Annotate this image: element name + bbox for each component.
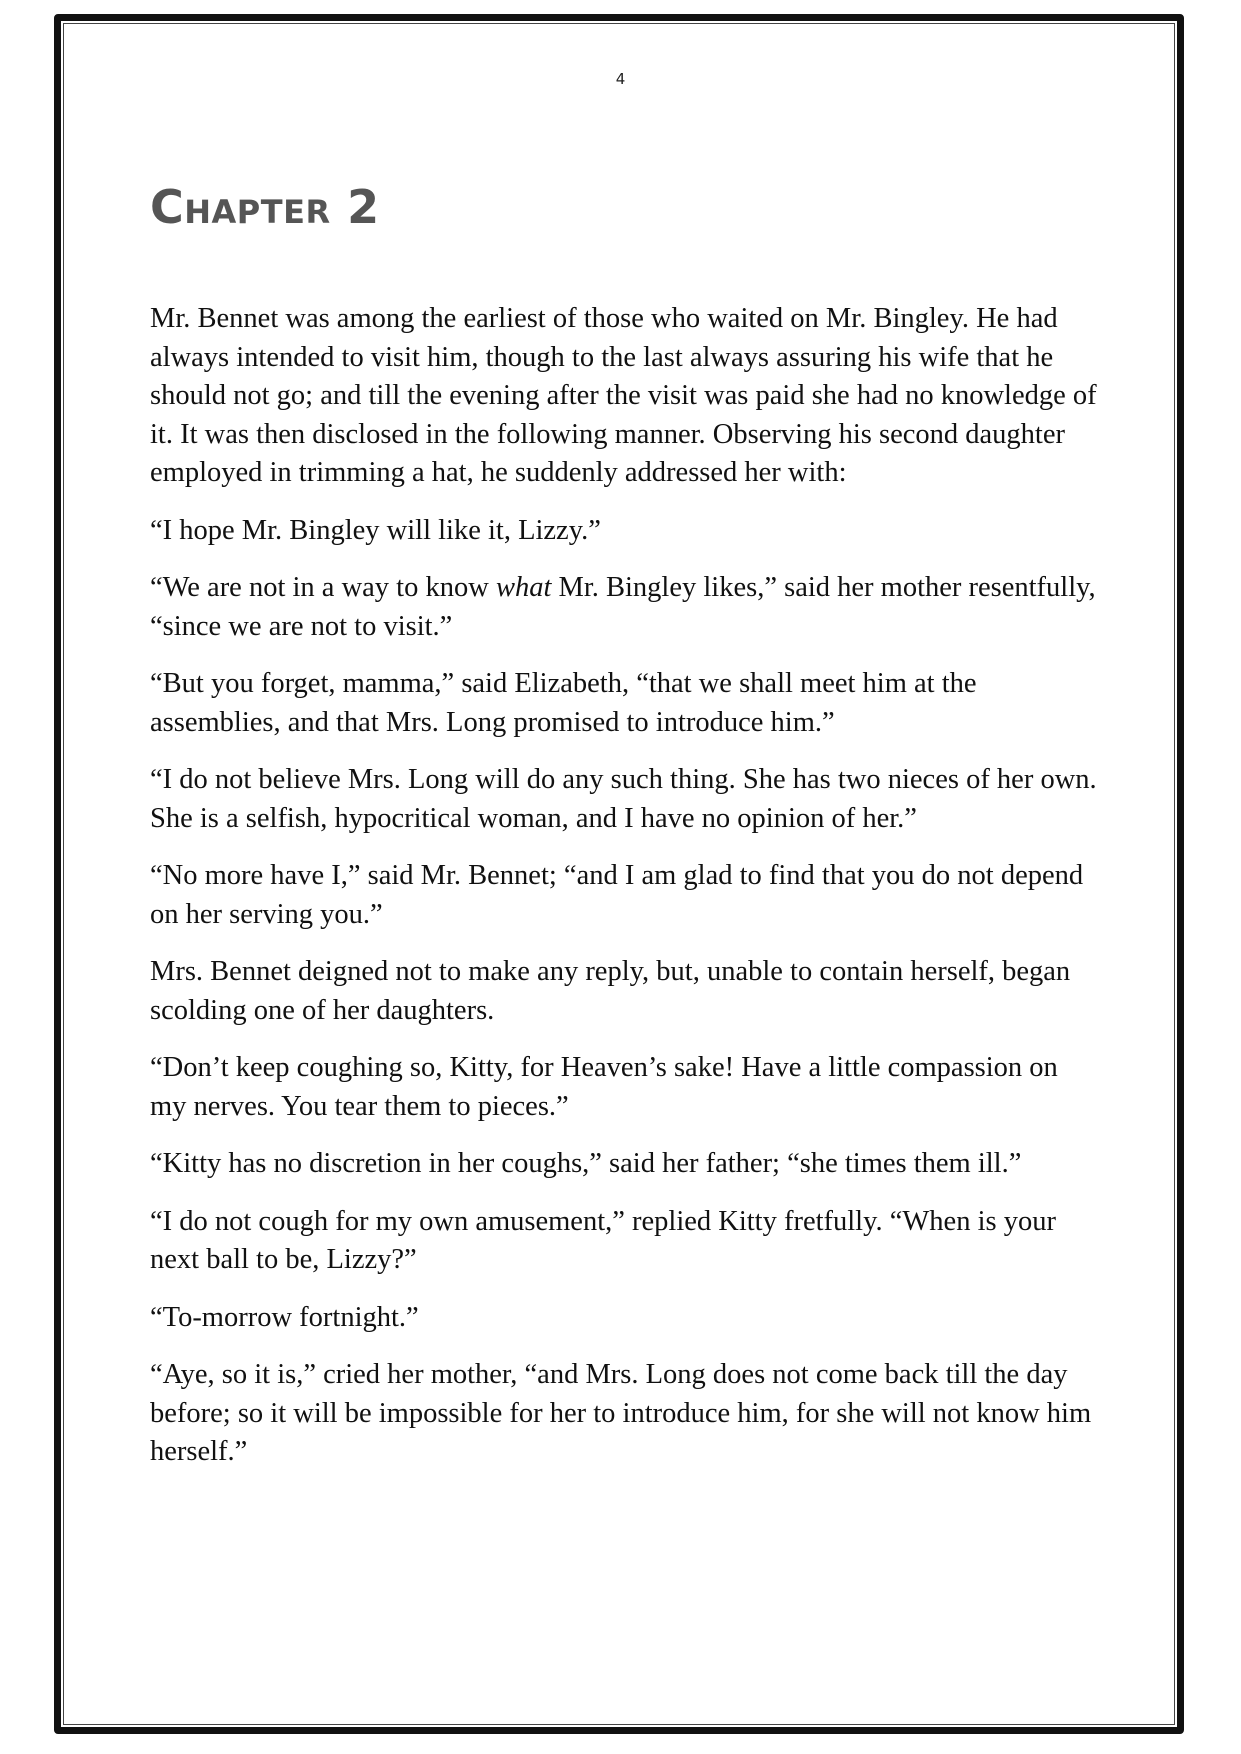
- paragraph: “Kitty has no discretion in her coughs,” said her father; “she times them ill.”: [150, 1148, 1022, 1179]
- paragraph-text: Mr. Bingley likes,” said her mother resentfully, “since we are not to visit.”: [150, 572, 1096, 642]
- paragraph: “Don’t keep coughing so, Kitty, for Heaven’s sake! Have a little compassion on my nerves. You tear them to pieces.”: [150, 1052, 1058, 1122]
- page-number: 4: [615, 70, 626, 88]
- paragraph: “Aye, so it is,” cried her mother, “and Mrs. Long does not come back till the day before; so it will be impossible for her to introduce him, for she will not know him herself.”: [150, 1359, 1092, 1467]
- paragraph: “To-morrow fortnight.”: [150, 1301, 419, 1333]
- paragraph: “I do not cough for my own amusement,” replied Kitty fretfully. “When is your next ball to be, Lizzy?”: [150, 1205, 1056, 1275]
- paragraph: “But you forget, mamma,” said Elizabeth, “that we shall meet him at the assemblies, and that Mrs. Long promised to introduce him.”: [150, 668, 977, 738]
- chapter-title: Chapter 2: [150, 180, 380, 234]
- emphasis-text: what: [495, 572, 552, 603]
- paragraph: Mr. Bennet was among the earliest of those who waited on Mr. Bingley. He had always intended to visit him, though to the last always assuring his wife that he should not go; and till the evening after the visit was paid she had no knowledge of it. It was then disclosed in the following manner. Observing his second daughter employed in trimming a hat, he suddenly addressed her with:: [150, 303, 1097, 488]
- paragraph: Mrs. Bennet deigned not to make any reply, but, unable to contain herself, began scolding one of her daughters.: [150, 956, 1071, 1026]
- paragraph: [150, 569, 1100, 646]
- chapter-body: [150, 300, 1100, 1491]
- paragraph: “No more have I,” said Mr. Bennet; “and I am glad to find that you do not depend on her serving you.”: [150, 860, 1084, 930]
- paragraph: “I hope Mr. Bingley will like it, Lizzy.”: [150, 514, 601, 546]
- paragraph-text: “We are not in a way to know: [150, 572, 496, 603]
- paragraph: “I do not believe Mrs. Long will do any such thing. She has two nieces of her own. She is a selfish, hypocritical woman, and I have no opinion of her.”: [150, 764, 1097, 834]
